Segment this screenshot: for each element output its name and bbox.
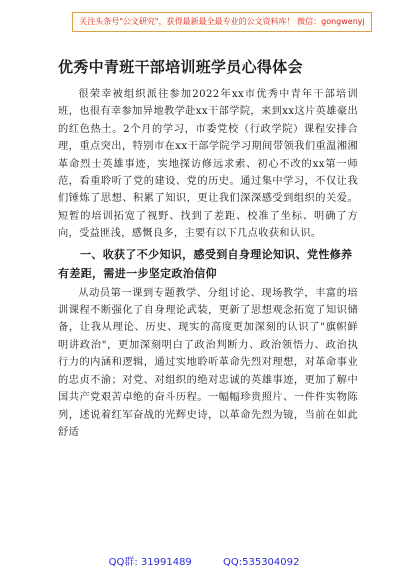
section-1-paragraph: 从动员第一课到专题教学、分组讨论、现场教学，丰富的培训课程不断强化了自身理论武装，更新了思想观念拓宽了知识储备，让我从理论、历史、现实的高度更加深刻的认识了"旗帜鲜明讲政治"，更加深刻明白了政治判断力、政治领悟力、政治执行力的内涵和逻辑，通过实地聆听革命先烈对理想，对革命事业的忠贞不渝；对党、对组织的绝对忠诚的英雄事迹，更加了解中国共产党艰苦卓绝的奋斗历程。一幅幅珍贵照片、一件件实物陈列，述说着红军奋战的光辉史诗，以革命先烈为镜，当前在如此舒适 <box>58 287 358 438</box>
document-body <box>58 86 358 441</box>
contact-footer <box>0 553 408 568</box>
qq-number: QQ:535304092 <box>223 557 300 568</box>
qq-group-number: QQ群: 31991489 <box>108 557 192 568</box>
section-heading-1: 一、收获了不少知识，感受到自身理论知识、党性修养有差距，需进一步坚定政治信仰 <box>58 247 353 280</box>
promo-banner <box>72 12 372 32</box>
promo-banner-text: 关注头条号"公文研究"，获得最新最全最专业的公文资料库！ 微信：gongwenyj <box>79 17 365 26</box>
document-title: 优秀中青班干部培训班学员心得体会 <box>58 58 303 76</box>
intro-paragraph: 很荣幸被组织派往参加2022年xx市优秀中青年干部培训班，也很有幸参加异地教学赴xx干部学院，来到xx这片英雄豪出的红色热土。2个月的学习，市委党校（行政学院）课程安排合理，重点突出，特别市在xx干部学院学习期间带领我们重温湘湘革命烈士英雄事迹，实地探访修远求索、初心不改的xx第一师范，看重聆听了党的建设、党的历史。通过集中学习，不仅让我们锤炼了思想、积累了知识，更让我们深深感受到组织的关爱。短暂的培训拓宽了视野、找到了差距、校准了坐标、明确了方向，受益匪浅，感慨良多，主要有以下几点收获和认识。 <box>58 89 358 240</box>
